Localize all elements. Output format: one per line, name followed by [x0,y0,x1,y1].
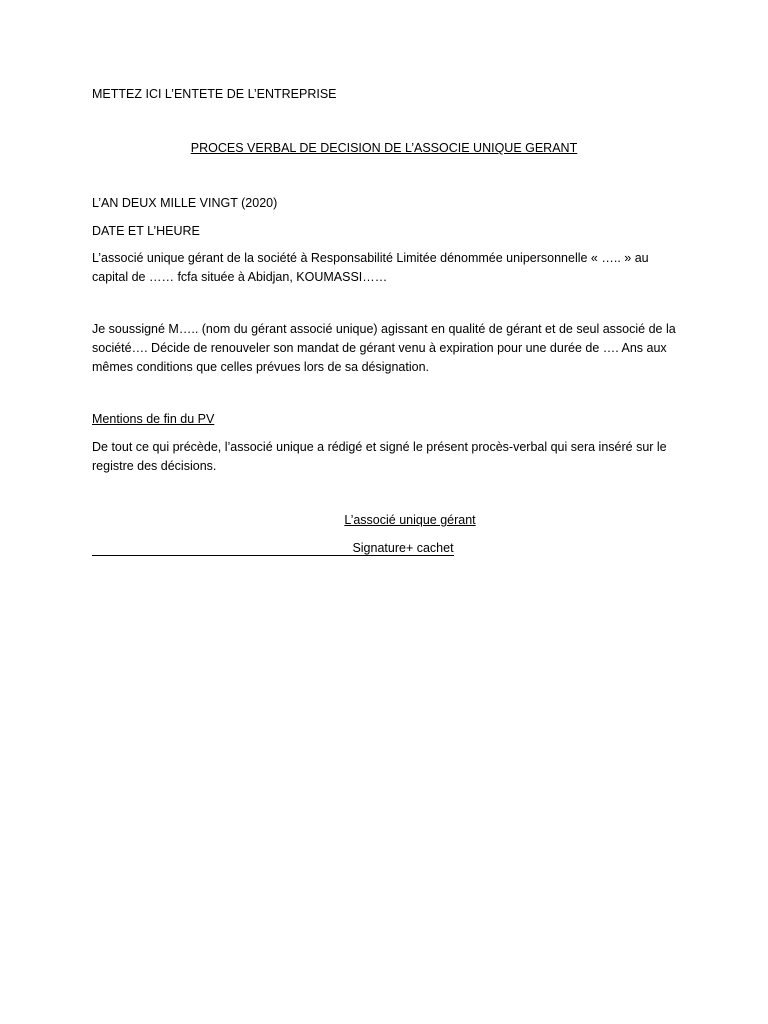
signatory-label: L’associé unique gérant [344,513,476,527]
document-title: PROCES VERBAL DE DECISION DE L’ASSOCIE UNIQUE GERANT [190,141,578,155]
year-line: L’AN DEUX MILLE VINGT (2020) [92,196,278,210]
company-paragraph: L’associé unique gérant de la société à Responsabilité Limitée dénommée unipersonnelle « ….. » au capital de …… fcfa située à Abidjan, KOUMASSI…… [92,251,649,284]
signature-label: Signature+ cachet [352,541,454,555]
date-time-line: DATE ET L’HEURE [92,224,200,238]
closing-paragraph: De tout ce qui précède, l’associé unique a rédigé et signé le présent procès-verbal qui sera inséré sur le registre des décisions. [92,440,667,473]
mentions-heading: Mentions de fin du PV [92,412,215,426]
company-header-placeholder: METTEZ ICI L’ENTETE DE L’ENTREPRISE [92,87,337,101]
decision-paragraph: Je soussigné M….. (nom du gérant associé unique) agissant en qualité de gérant et de seul associé de la société…. Décide de renouveler son mandat de gérant venu à expiration pour une durée de …. Ans aux mêmes conditions que celles prévues lors de sa désignation. [92,322,676,374]
